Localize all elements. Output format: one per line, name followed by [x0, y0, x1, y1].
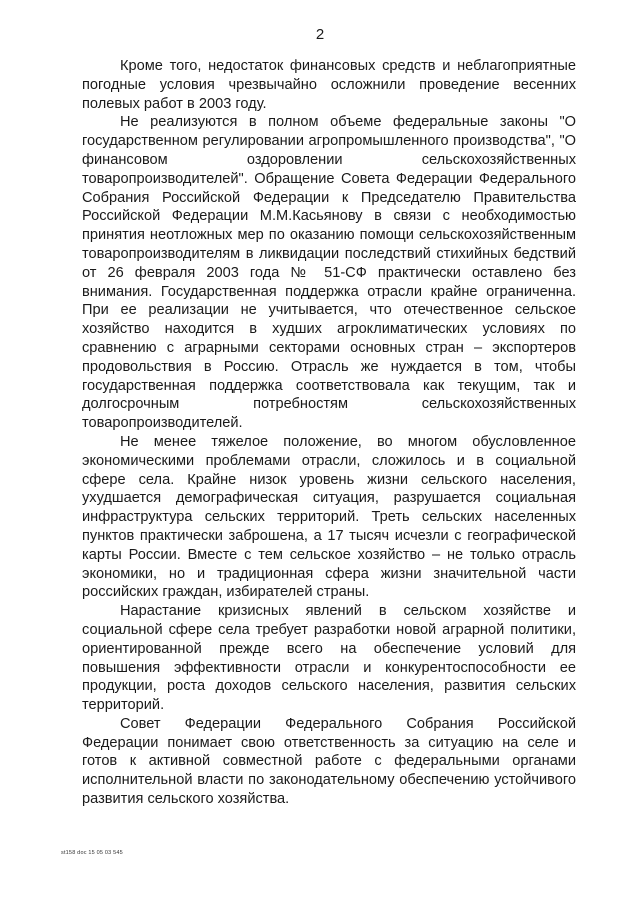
paragraph-federation-council: Совет Федерации Федерального Собрания Российской Федерации понимает свою ответственность за ситуацию на селе и готов к активной совместной работе с федеральными органами исполнительной власти по законодательному обеспечению устойчивого развития сельского хозяйства. — [82, 715, 576, 808]
paragraph-social-sphere: Не менее тяжелое положение, во многом обусловленное экономическими проблемами отрасли, сложилось и в социальной сфере села. Крайне низок уровень жизни сельского населения, ухудшается демографическая ситуация, разрушается социальная инфраструктура сельских территорий. Треть сельских населенных пунктов практически заброшена, а 17 тысяч исчезли с географической карты России. Вместе с тем сельское хозяйство – не только отрасль экономики, но и традиционная сфера жизни значительной части российских граждан, избирателей страны. — [82, 433, 576, 601]
paragraph-federal-laws: Не реализуются в полном объеме федеральные законы "О государственном регулировании агропромышленного производства", "О финансовом оздоровлении сельскохозяйственных товаропроизводителей". Обращение Совета Федерации Федерального Собрания Российской Федерации к Председателю Правительства Российской Федерации М.М.Касьянову в связи с необходимостью принятия неотложных мер по оказанию помощи сельскохозяйственным товаропроизводителям в ликвидации последствий стихийных бедствий от 26 февраля 2003 года № 51-СФ практически оставлено без внимания. Государственная поддержка отрасли крайне ограниченна. При ее реализации не учитывается, что отечественное сельское хозяйство находится в худших агроклиматических условиях по сравнению с аграрными секторами основных стран – экспортеров продовольствия в Россию. Отрасль же нуждается в том, чтобы государственная поддержка соответствовала как текущим, так и долгосрочным потребностям сельскохозяйственных товаропроизводителей. — [82, 114, 576, 432]
file-reference-footer: st158 doc 15 05 03 545 — [61, 850, 123, 856]
page-number: 2 — [315, 26, 325, 43]
document-body — [82, 57, 576, 809]
paragraph-agrarian-policy: Нарастание кризисных явлений в сельском хозяйстве и социальной сфере села требует разработки новой аграрной политики, ориентированной прежде всего на обеспечение условий для повышения эффективности отрасли и конкурентоспособности ее продукции, роста доходов сельского населения, развития сельских территорий. — [82, 603, 576, 714]
paragraph-weather: Кроме того, недостаток финансовых средств и неблагоприятные погодные условия чрезвычайно осложнили проведение весенних полевых работ в 2003 году. — [82, 58, 576, 112]
